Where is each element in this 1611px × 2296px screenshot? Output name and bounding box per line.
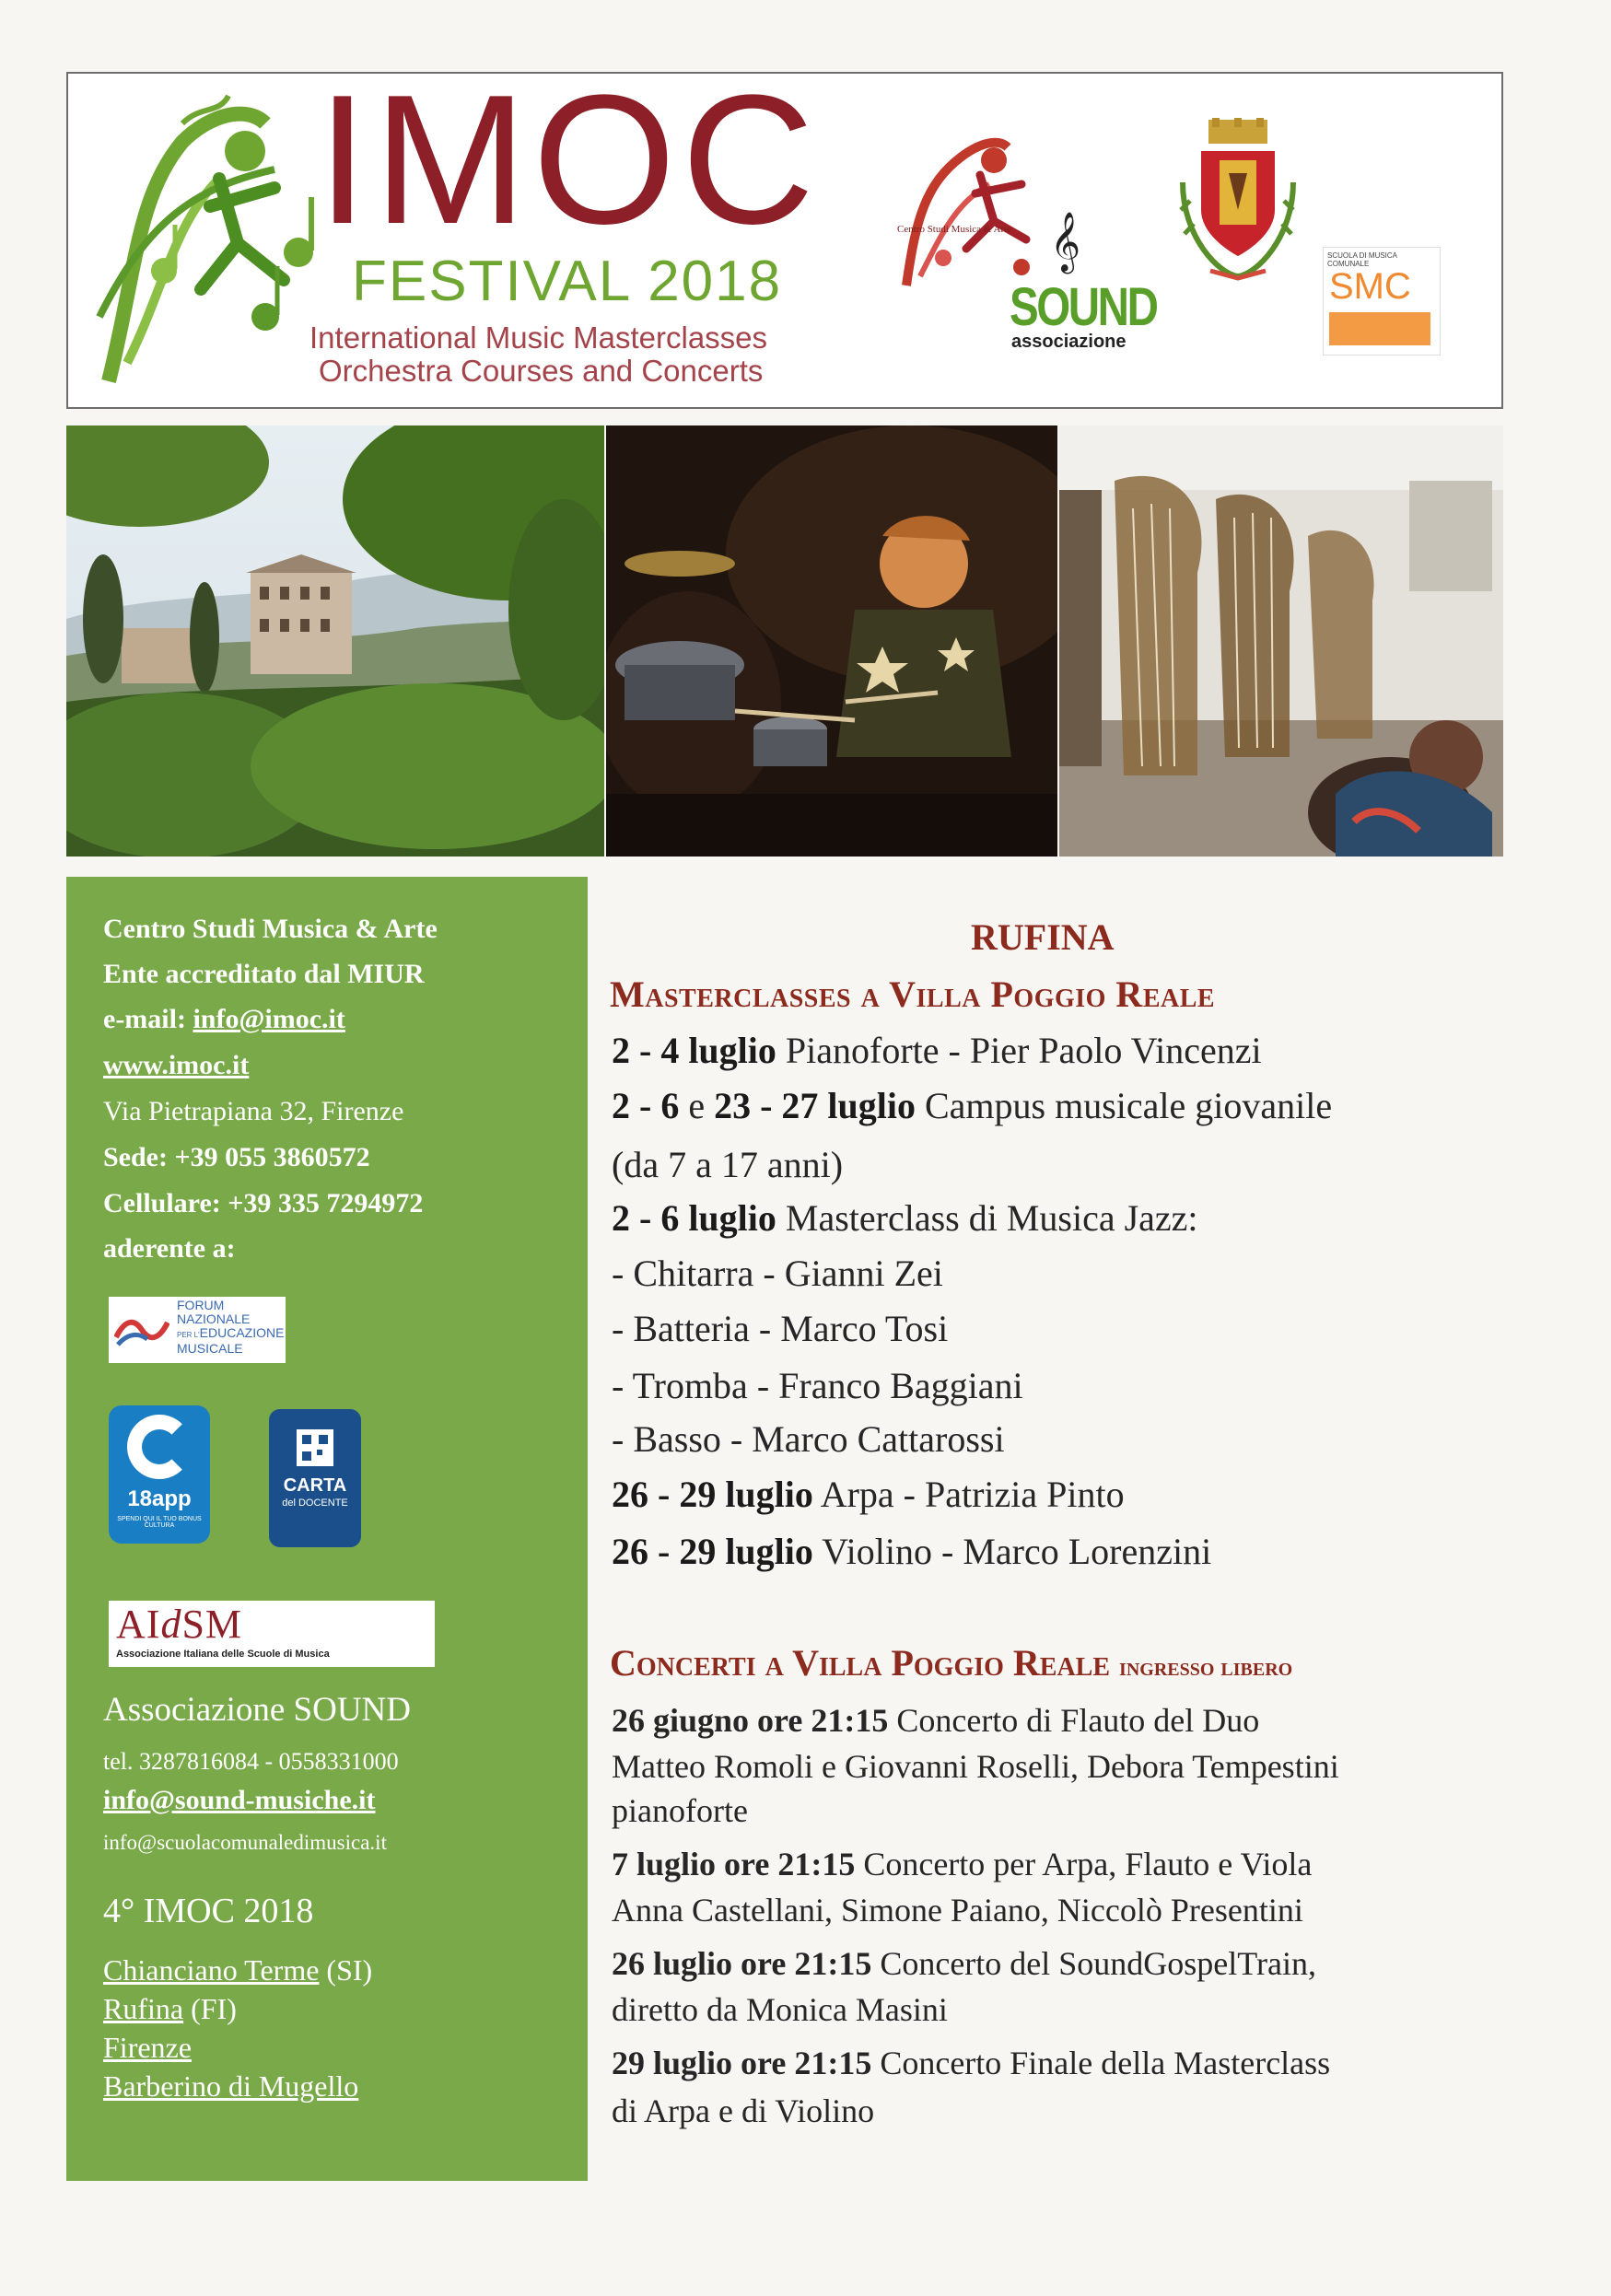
city-heading: RUFINA xyxy=(971,916,1115,958)
concert-line xyxy=(612,1748,1339,1785)
school-email-link[interactable]: info@scuolacomunaledimusica.it xyxy=(103,1831,387,1854)
masterclass-line xyxy=(612,1085,1332,1127)
photo-harps-room xyxy=(1059,425,1503,857)
sidebar-contacts xyxy=(66,877,588,2181)
sidebar-email-row xyxy=(103,1004,345,1035)
municipal-coat-of-arms-icon xyxy=(1173,118,1302,284)
event-date: 26 - 29 luglio xyxy=(612,1531,813,1572)
event-description: - Tromba - Franco Baggiani xyxy=(612,1365,1023,1406)
location-rufina[interactable]: Rufina (FI) xyxy=(103,1992,237,2025)
event-date: 26 luglio ore 21:15 xyxy=(612,1945,872,1982)
event-date: 7 luglio ore 21:15 xyxy=(612,1846,856,1882)
event-date: 29 luglio ore 21:15 xyxy=(612,2045,872,2081)
qr-code-icon xyxy=(297,1429,333,1466)
sound-phone: tel. 3287816084 - 0558331000 xyxy=(103,1748,399,1775)
aidsm-logo: AIdSM Associazione Italiana delle Scuole di Musica xyxy=(109,1601,435,1667)
sidebar-phone: Sede: +39 055 3860572 xyxy=(103,1142,370,1172)
event-date: 23 - 27 luglio xyxy=(714,1085,916,1126)
photo-villa-landscape xyxy=(66,425,604,857)
18app-c-icon xyxy=(127,1415,192,1479)
masterclass-line xyxy=(612,1418,1005,1461)
event-description: Concerto Finale della Masterclass xyxy=(871,2045,1331,2081)
event-description: - Basso - Marco Cattarossi xyxy=(612,1418,1005,1460)
event-date: 26 - 29 luglio xyxy=(612,1474,813,1515)
event-description: Anna Castellani, Simone Paiano, Niccolò Presentini xyxy=(612,1892,1303,1929)
masterclasses-heading: Masterclasses a Villa Poggio Reale xyxy=(610,973,1216,1015)
event-description: Masterclass di Musica Jazz: xyxy=(776,1197,1198,1239)
festival-title: IMOC xyxy=(317,57,821,262)
event-date: 26 giugno ore 21:15 xyxy=(612,1702,889,1739)
sound-email-link[interactable]: info@sound-musiche.it xyxy=(103,1785,376,1815)
sidebar-accreditation: Ente accreditato dal MIUR xyxy=(103,959,425,989)
masterclass-line xyxy=(612,1253,943,1295)
concert-line xyxy=(612,1846,1312,1882)
sidebar-org-name: Centro Studi Musica & Arte xyxy=(103,914,438,944)
event-description: Concerto di Flauto del Duo xyxy=(888,1702,1260,1739)
sidebar-email-label: e-mail: xyxy=(103,1004,193,1034)
csma-logo-text: Centro Studi Musica & Arte xyxy=(897,224,1012,235)
sidebar-mobile: Cellulare: +39 335 7294972 xyxy=(103,1188,424,1218)
event-date: 2 - 6 luglio xyxy=(612,1197,776,1239)
concert-line xyxy=(612,2045,1330,2081)
event-connector: e xyxy=(679,1085,715,1126)
header-banner xyxy=(66,57,1503,409)
imoc-edition: 4° IMOC 2018 xyxy=(103,1892,314,1930)
event-description: Concerto per Arpa, Flauto e Viola xyxy=(855,1846,1313,1882)
concert-line xyxy=(612,1945,1316,1982)
event-description: - Batteria - Marco Tosi xyxy=(612,1308,949,1349)
festival-year: FESTIVAL 2018 xyxy=(352,250,783,313)
masterclass-line xyxy=(612,1144,843,1186)
concert-line xyxy=(612,1892,1303,1929)
concert-line xyxy=(612,1792,748,1829)
event-description: Campus musicale giovanile xyxy=(916,1085,1333,1126)
concert-line xyxy=(612,1702,1259,1739)
smc-logo: SCUOLA DI MUSICA COMUNALE SMC xyxy=(1323,247,1441,355)
event-description: di Arpa e di Violino xyxy=(612,2092,875,2129)
location-chianciano[interactable]: Chianciano Terme (SI) xyxy=(103,1953,373,1987)
photo-drummer xyxy=(606,425,1057,857)
treble-clef-icon: 𝄞 xyxy=(1050,212,1081,272)
event-description: Concerto del SoundGospelTrain, xyxy=(871,1945,1316,1982)
event-description: diretto da Monica Masini xyxy=(612,1991,948,2028)
sidebar-address: Via Pietrapiana 32, Firenze xyxy=(103,1096,404,1126)
event-description: Pianoforte - Pier Paolo Vincenzi xyxy=(776,1030,1262,1071)
concert-line xyxy=(612,1991,948,2028)
forum-wave-icon xyxy=(114,1310,169,1350)
event-description: (da 7 a 17 anni) xyxy=(612,1144,844,1185)
imoc-music-logo xyxy=(81,87,348,390)
masterclass-line xyxy=(612,1531,1211,1573)
masterclass-line xyxy=(612,1308,948,1350)
forum-educazione-logo: FORUM NAZIONALE PER L'EDUCAZIONE MUSICALE xyxy=(109,1297,286,1363)
free-entry-badge: ingresso libero xyxy=(1119,1653,1293,1682)
carta-docente-logo: CARTA del DOCENTE xyxy=(269,1409,361,1547)
event-description: Violino - Marco Lorenzini xyxy=(812,1531,1212,1572)
masterclass-line xyxy=(612,1365,1023,1407)
event-date: 2 - 4 luglio xyxy=(612,1030,776,1071)
location-barberino[interactable]: Barberino di Mugello xyxy=(103,2069,359,2103)
festival-subtitle-1: International Music Masterclasses xyxy=(309,321,768,355)
event-description: - Chitarra - Gianni Zei xyxy=(612,1253,943,1294)
event-date: 2 - 6 xyxy=(612,1085,680,1126)
sound-association-logo: 𝄞 SOUND associazione xyxy=(1010,212,1157,352)
sidebar-member-of: aderente a: xyxy=(103,1233,236,1264)
masterclass-line xyxy=(612,1197,1198,1240)
18app-logo: 18app SPENDI QUI IL TUO BONUS CULTURA xyxy=(109,1405,210,1544)
festival-subtitle-2: Orchestra Courses and Concerts xyxy=(319,354,764,388)
concert-line xyxy=(612,2092,874,2129)
location-firenze[interactable]: Firenze xyxy=(103,2031,192,2064)
concerti-heading-text: Concerti a Villa Poggio Reale xyxy=(610,1642,1111,1684)
concerti-heading xyxy=(610,1641,1292,1684)
masterclass-line xyxy=(612,1030,1262,1072)
sound-association-title: Associazione SOUND xyxy=(103,1691,411,1729)
event-description: pianoforte xyxy=(612,1792,748,1829)
masterclass-line xyxy=(612,1474,1125,1516)
sidebar-email-link[interactable]: info@imoc.it xyxy=(193,1004,345,1034)
event-description: Matteo Romoli e Giovanni Roselli, Debora Tempestini xyxy=(612,1748,1339,1785)
event-description: Arpa - Patrizia Pinto xyxy=(812,1474,1125,1515)
sidebar-website-link[interactable]: www.imoc.it xyxy=(103,1050,250,1080)
